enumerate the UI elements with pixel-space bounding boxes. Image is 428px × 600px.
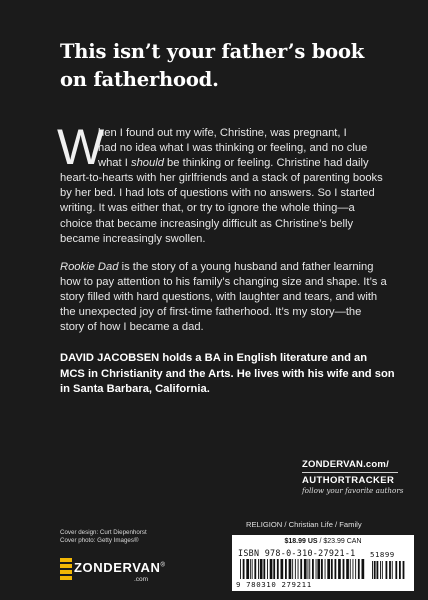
blurb-line: had no idea what I was thinking or feeling, and no clue xyxy=(98,142,368,155)
barcode-bar xyxy=(358,559,360,579)
brand-name xyxy=(74,560,166,575)
barcode-bar xyxy=(246,559,249,579)
publisher-url: ZONDERVAN.com/ xyxy=(302,459,389,470)
barcode-addon-bar xyxy=(403,561,405,579)
barcode-bar xyxy=(312,559,314,579)
blurb-line: story of how I became a dad. xyxy=(60,321,204,334)
barcode-bar xyxy=(260,559,263,579)
barcode-bar xyxy=(308,559,309,579)
blurb-line: story filled with hard questions, with laughter and tears, and with xyxy=(60,291,378,304)
barcode-bar xyxy=(292,559,293,579)
barcode-bar xyxy=(321,559,323,579)
barcode-bar xyxy=(258,559,259,579)
authortracker-label: AUTHORTRACKER xyxy=(302,475,395,486)
barcode-addon-bar xyxy=(386,561,388,579)
bio-line: DAVID JACOBSEN holds a BA in English literature and an xyxy=(60,352,368,365)
barcode-bars xyxy=(238,559,408,580)
blurb-paragraph-2 xyxy=(60,260,387,335)
blurb-line: the unexpected joy of first-time fatherhood. It’s my story—the xyxy=(60,306,362,319)
blurb-line-post: be thinking or feeling. Christine had daily xyxy=(163,157,369,170)
blurb-line xyxy=(60,260,372,275)
blurb xyxy=(57,119,395,397)
barcode-bar xyxy=(267,559,268,579)
barcode-bar xyxy=(277,559,279,579)
barcode-bar xyxy=(285,559,287,579)
barcode-bar xyxy=(343,559,345,579)
barcode-bar xyxy=(309,559,310,579)
blurb-line: how to pay attention to his family’s changing size and shape. It’s a xyxy=(60,276,387,289)
barcode-addon-bar xyxy=(377,561,379,579)
drop-cap: W xyxy=(57,119,105,175)
ean-digits: 9 780310 279211 xyxy=(236,580,312,589)
cover-design-credit: Cover design: Curt Diepenhorst xyxy=(60,529,147,536)
bio-line: MCS in Christianity and the Arts. He lives with his wife and son xyxy=(60,367,395,380)
barcode-bar xyxy=(355,559,356,579)
barcode-bar xyxy=(298,559,299,579)
barcode-addon-bar xyxy=(382,561,383,579)
barcode-bar xyxy=(300,559,302,579)
blurb-line-text: is the story of a young husband and father learning xyxy=(118,261,374,273)
barcode-addon-bar xyxy=(389,561,391,579)
barcode-bar xyxy=(243,559,245,579)
emphasis-should: should xyxy=(130,157,164,170)
blurb-line: became increasingly swollen. xyxy=(60,232,206,245)
bio-line: in Santa Barbara, California. xyxy=(60,382,210,395)
barcode-bar xyxy=(353,559,354,579)
barcode-bar xyxy=(335,559,337,579)
barcode-bar xyxy=(317,559,320,579)
barcode-bar xyxy=(338,559,341,579)
authortracker-tagline: follow your favorite authors xyxy=(302,486,404,495)
price-us: $18.99 US xyxy=(284,538,318,545)
barcode-addon-bar xyxy=(372,561,373,579)
barcode-bar xyxy=(350,559,351,579)
blurb-line xyxy=(60,156,372,171)
barcode-addon-bar xyxy=(392,561,393,579)
barcode-addon-bar xyxy=(380,561,381,579)
barcode-bar xyxy=(327,559,330,579)
brand-name-text: ZONDERVAN xyxy=(74,560,161,575)
blurb-line: hen I found out my wife, Christine, was pregnant, I xyxy=(98,127,347,139)
headline xyxy=(60,38,400,94)
barcode-bar xyxy=(331,559,333,579)
barcode-addon-bar xyxy=(374,561,376,579)
cover-credits xyxy=(60,529,210,545)
barcode-bar xyxy=(254,559,256,579)
barcode-addon-bar xyxy=(395,561,397,579)
headline-line-2: on fatherhood. xyxy=(60,68,219,91)
isbn-label: ISBN 978-0-310-27921-1 xyxy=(238,548,356,558)
zondervan-logo xyxy=(60,556,210,590)
barcode-bar xyxy=(250,559,251,579)
price-label xyxy=(232,538,414,545)
category-label: RELIGION / Christian Life / Family xyxy=(246,520,362,529)
barcode-bar xyxy=(325,559,326,579)
brand-suffix: .com xyxy=(134,576,149,583)
registered-mark: ® xyxy=(160,562,166,569)
blurb-line: by her bed. I had lots of questions with no answers. So I started xyxy=(60,187,375,200)
authortracker-logo xyxy=(302,459,412,495)
barcode-bar xyxy=(240,559,241,579)
barcode-bar xyxy=(273,559,275,579)
cover-photo-credit: Cover photo: Getty Images® xyxy=(60,537,139,544)
barcode-bar xyxy=(289,559,292,579)
blurb-paragraph-1 xyxy=(57,119,383,246)
blurb-line: heart-to-hearts with her girlfriends and a stack of parenting books xyxy=(60,172,383,185)
blurb-line-pre: what I xyxy=(98,157,131,170)
author-bio xyxy=(60,351,395,396)
barcode-bar xyxy=(270,559,273,579)
addon-digits: 51899 xyxy=(370,550,395,559)
barcode-bar xyxy=(362,559,365,579)
headline-line-1: This isn’t your father’s book xyxy=(60,40,365,63)
book-title: Rookie Dad xyxy=(60,261,119,273)
blurb-line: choice that became increasingly difficult as Christine’s belly xyxy=(60,217,354,230)
barcode-panel xyxy=(232,535,414,591)
barcode-bar xyxy=(263,559,265,579)
blurb-line: writing. It was either that, or try to ignore the whole thing—a xyxy=(60,202,355,215)
barcode-bar xyxy=(281,559,284,579)
zondervan-mark-icon xyxy=(60,558,72,584)
price-can: / $23.99 CAN xyxy=(317,538,362,545)
barcode-bar xyxy=(295,559,296,579)
barcode-bar xyxy=(252,559,253,579)
barcode-bar xyxy=(346,559,349,579)
barcode-addon-bar xyxy=(399,561,401,579)
barcode-bar xyxy=(304,559,307,579)
barcode-bar xyxy=(316,559,317,579)
divider xyxy=(302,472,398,473)
